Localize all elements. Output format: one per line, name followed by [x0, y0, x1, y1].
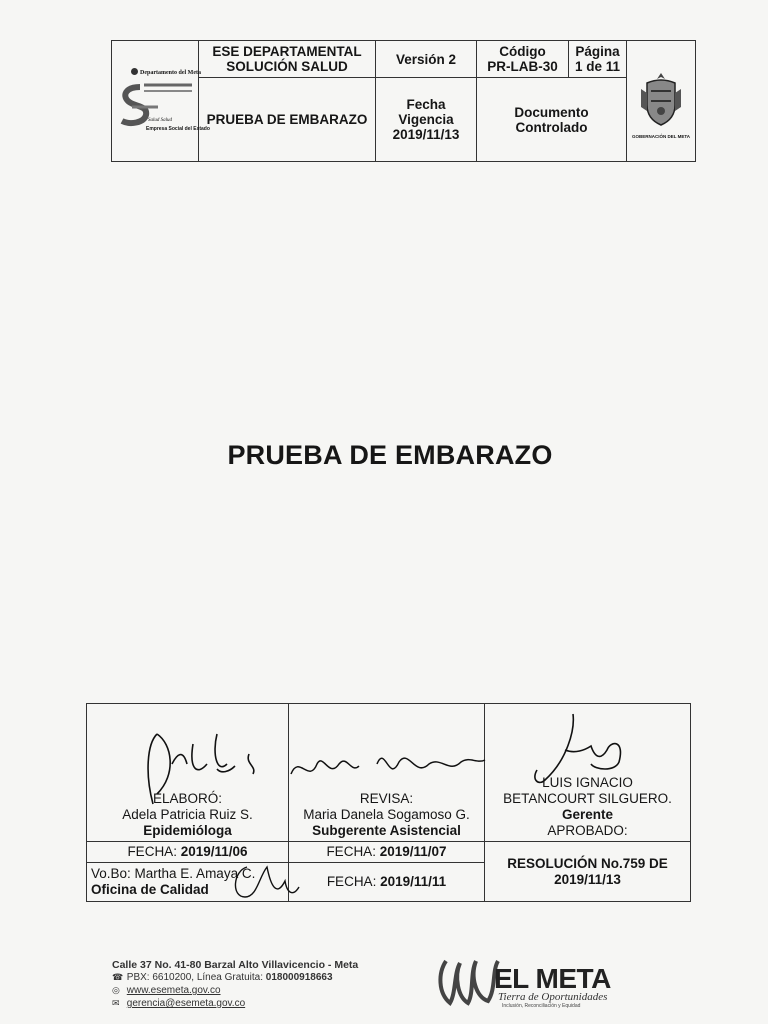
meta-brand-text: EL META — [494, 963, 611, 994]
elaboro-cell — [87, 704, 289, 842]
logo-department-text: Departamento del Meta — [140, 70, 201, 76]
aprobado-block — [485, 775, 690, 841]
fecha-revisa-prefix: FECHA: — [326, 844, 376, 859]
page-value: 1 de 11 — [574, 59, 621, 74]
fecha-elaboro-value: 2019/11/06 — [180, 844, 248, 859]
code-cell — [477, 41, 569, 78]
resolucion-cell — [485, 842, 691, 902]
phone-icon: ☎ — [112, 972, 124, 982]
fecha-vobo-cell — [289, 863, 485, 902]
meta-tagline: Tierra de Oportunidades — [498, 991, 608, 1003]
vobo-role: Oficina de Calidad — [91, 882, 209, 897]
envelope-icon: ✉ — [112, 998, 120, 1008]
footer-email-row — [112, 997, 358, 1010]
coat-of-arms-icon — [639, 71, 683, 127]
seal-cell — [627, 41, 696, 162]
logo-footer-text: Empresa Social del Estado — [146, 126, 210, 132]
elaboro-name: Adela Patricia Ruiz S. — [122, 807, 253, 822]
footer-toll-free: 018000918663 — [265, 972, 333, 983]
revisa-role: Subgerente Asistencial — [312, 823, 461, 838]
footer-contact — [112, 959, 358, 1010]
vobo-cell — [87, 863, 289, 902]
aprobado-role: Gerente — [561, 807, 614, 822]
controlled-label: Documento Controlado — [514, 104, 589, 135]
ese-logo-cell — [112, 41, 210, 162]
elaboro-label: ELABORÓ: — [152, 791, 223, 806]
validity-date: 2019/11/13 — [392, 127, 460, 142]
footer-web-row — [112, 984, 358, 997]
revisa-label: REVISA: — [359, 791, 414, 806]
validity-label: Fecha Vigencia — [398, 97, 454, 127]
fecha-vobo-prefix: FECHA: — [326, 874, 377, 889]
fecha-elaboro-prefix: FECHA: — [127, 844, 177, 859]
seal-caption: GOBERNACIÓN DEL META — [631, 134, 691, 139]
signature-table — [86, 703, 691, 902]
page-cell — [569, 41, 627, 78]
validity-cell — [376, 78, 477, 162]
meta-subline: Inclusión, Reconciliación y Equidad — [502, 1003, 581, 1009]
institution-name: ESE DEPARTAMENTAL SOLUCIÓN SALUD — [199, 41, 376, 78]
el-meta-logo — [436, 953, 636, 1013]
fecha-elaboro-cell — [87, 842, 289, 863]
logo-subtitle: Salud Salud — [148, 118, 173, 123]
header-table — [111, 40, 696, 162]
version-cell: Versión 2 — [376, 41, 477, 78]
ese-logo — [112, 41, 210, 161]
revisa-block — [289, 791, 484, 841]
aprobado-cell — [485, 704, 691, 842]
controlled-cell — [477, 78, 627, 162]
page-label: Página — [575, 44, 620, 59]
signature-revisa-icon — [289, 734, 489, 794]
vobo-label: Vo.Bo: Martha E. Amaya C. — [91, 866, 256, 881]
fecha-vobo-value: 2019/11/11 — [380, 874, 447, 889]
elaboro-block — [87, 791, 288, 841]
gobernacion-seal — [627, 41, 695, 161]
fecha-revisa-cell — [289, 842, 485, 863]
footer-pbx: PBX: 6610200, Línea Gratuita: — [126, 972, 263, 983]
footer-email-link[interactable]: gerencia@esemeta.gov.co — [126, 998, 246, 1009]
page-title: PRUEBA DE EMBARAZO — [227, 440, 553, 470]
header-doc-title: PRUEBA DE EMBARAZO — [199, 78, 376, 162]
code-value: PR-LAB-30 — [487, 59, 558, 74]
aprobado-label: APROBADO: — [547, 823, 628, 838]
code-label: Código — [499, 44, 546, 59]
resolucion-text: RESOLUCIÓN No.759 DE 2019/11/13 — [507, 855, 668, 887]
meta-swirl-icon — [436, 953, 500, 1009]
footer-phone-row — [112, 971, 358, 984]
department-dot-icon — [131, 68, 138, 75]
fecha-revisa-value: 2019/11/07 — [379, 844, 447, 859]
aprobado-name: LUIS IGNACIO BETANCOURT SILGUERO. — [503, 775, 672, 806]
footer-website-link[interactable]: www.esemeta.gov.co — [126, 985, 221, 996]
footer-address: Calle 37 No. 41-80 Barzal Alto Villavicencio - Meta — [112, 959, 359, 971]
globe-icon: ◎ — [112, 985, 120, 995]
elaboro-role: Epidemióloga — [143, 823, 232, 838]
revisa-cell — [289, 704, 485, 842]
revisa-name: Maria Danela Sogamoso G. — [303, 807, 470, 822]
